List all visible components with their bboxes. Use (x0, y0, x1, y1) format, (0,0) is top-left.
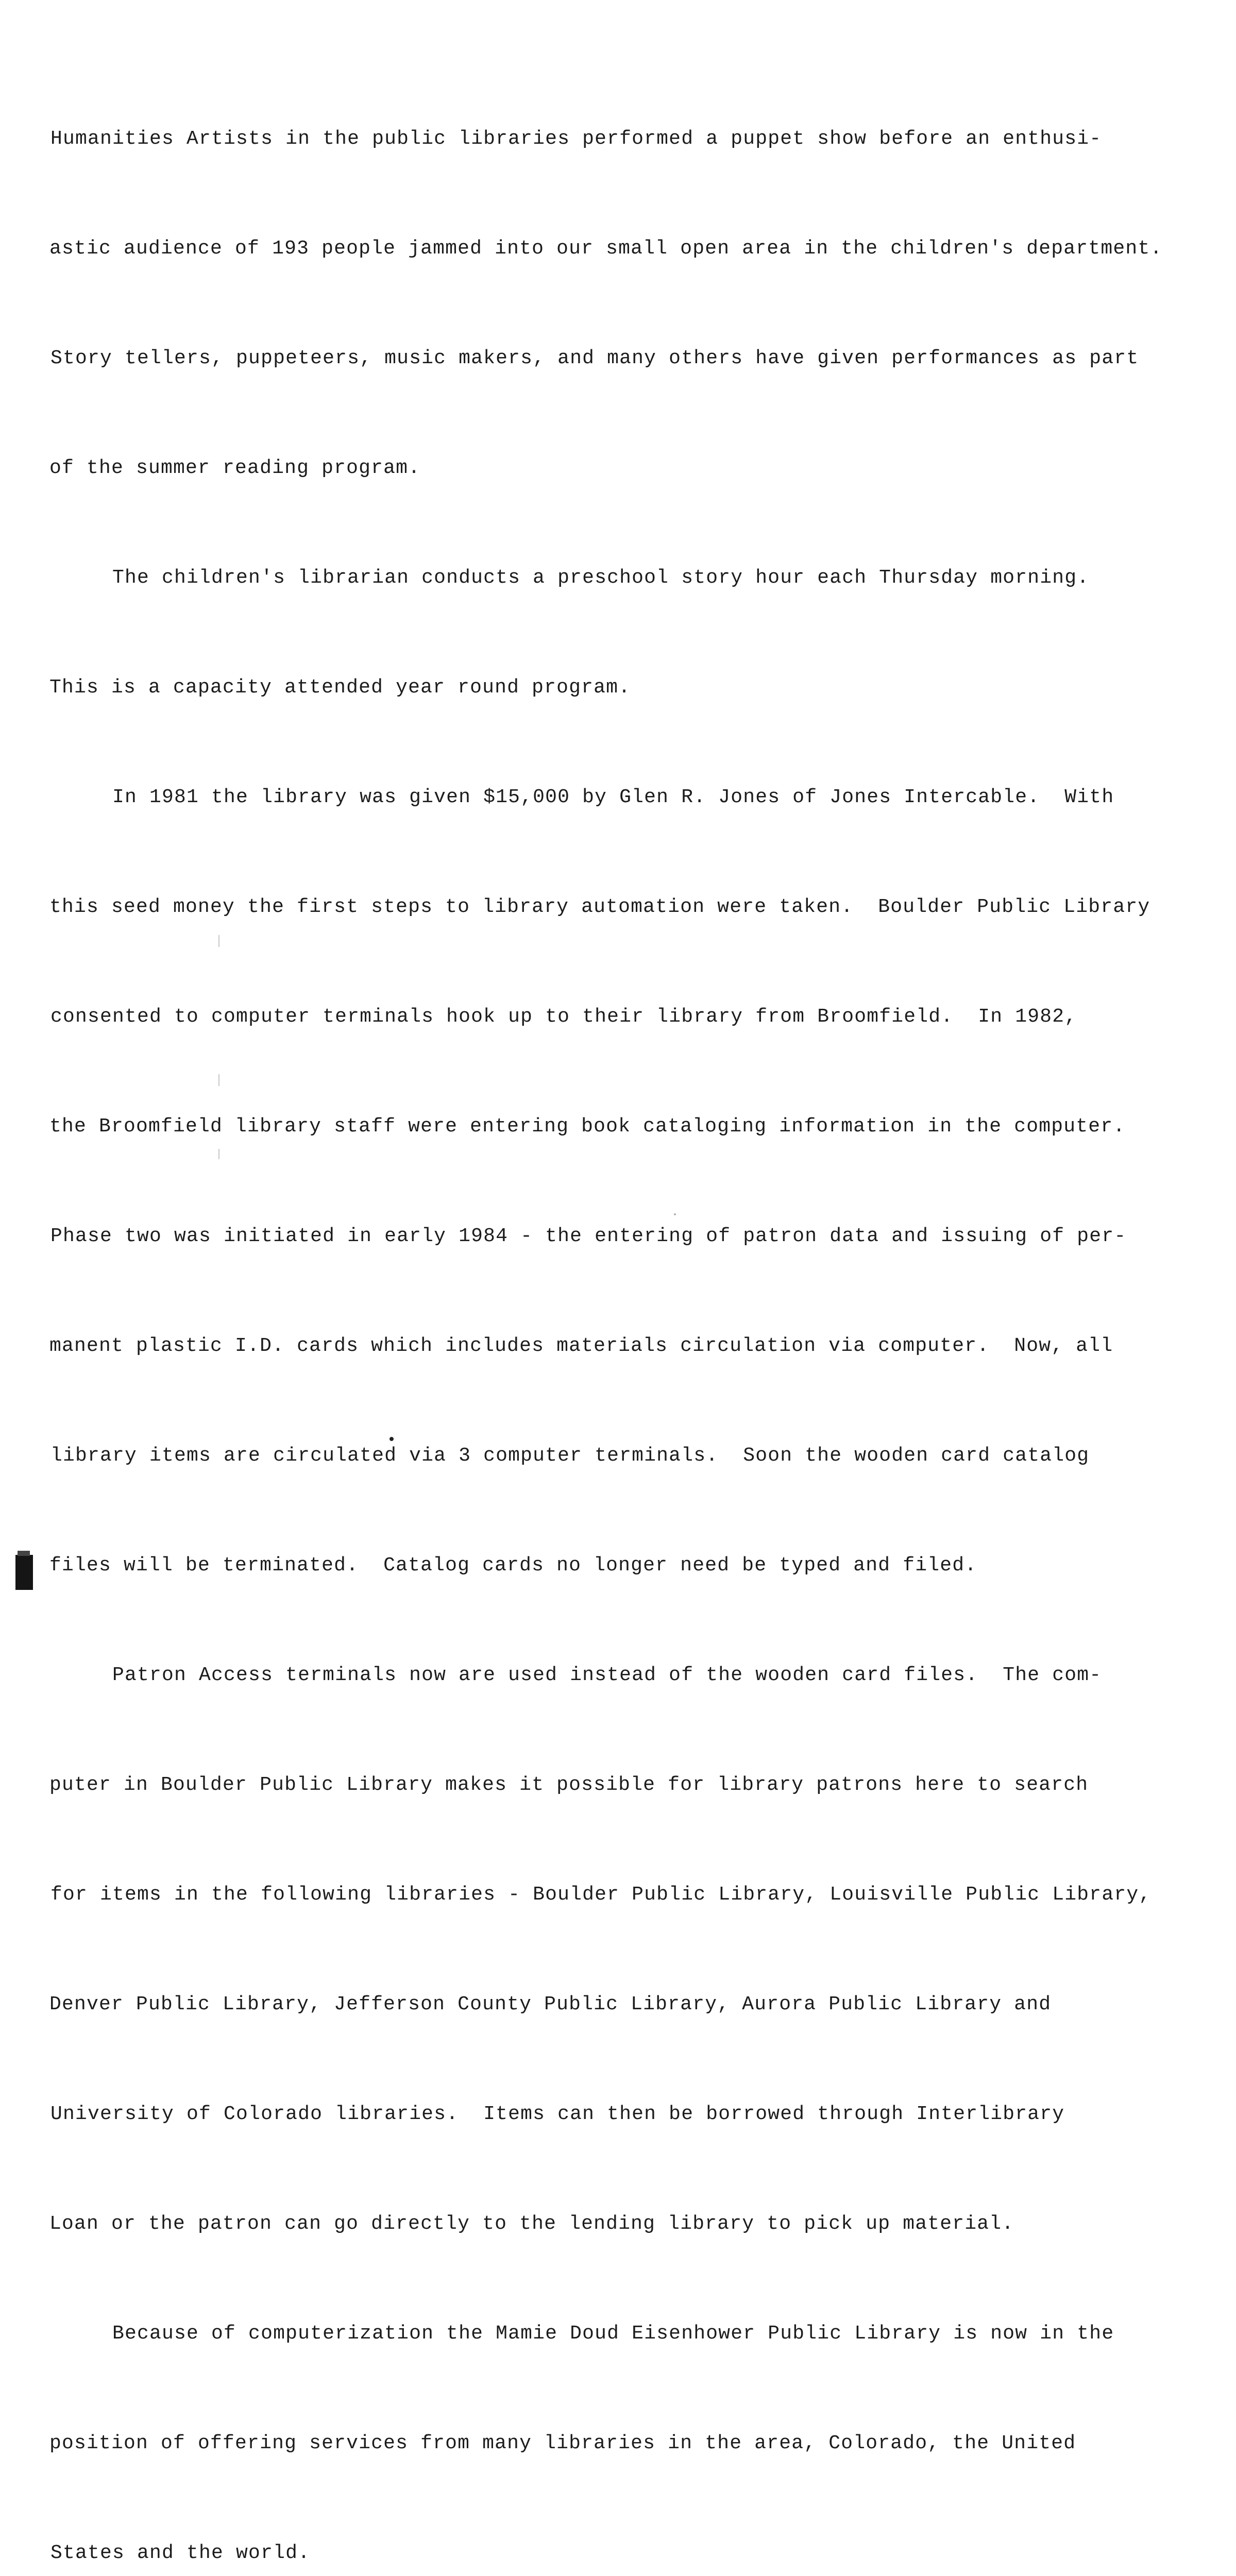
text-line: this seed money the first steps to library automation were taken. Boulder Public Library (49, 896, 1150, 918)
text-line: Phase two was initiated in early 1984 - the entering of patron data and issuing of per- (50, 1225, 1127, 1247)
text-line: Patron Access terminals now are used instead of the wooden card files. The com- (50, 1664, 1102, 1686)
text-line: position of offering services from many libraries in the area, Colorado, the United (49, 2432, 1076, 2454)
text-line: puter in Boulder Public Library makes it possible for library patrons here to search (49, 1774, 1089, 1796)
text-line: astic audience of 193 people jammed into our small open area in the children's department. (49, 238, 1163, 260)
typed-text-body (49, 47, 1209, 2576)
text-line: library items are circulated via 3 computer terminals. Soon the wooden card catalog (50, 1445, 1090, 1467)
text-line: The children's librarian conducts a preschool story hour each Thursday morning. (50, 567, 1090, 589)
text-line: the Broomfield library staff were entering book cataloging information in the computer. (49, 1115, 1126, 1138)
text-line: Because of computerization the Mamie Doud Eisenhower Public Library is now in the (50, 2323, 1114, 2345)
scanner-edge-smudge (18, 1551, 30, 1556)
text-line: This is a capacity attended year round program. (49, 676, 631, 699)
text-line: Story tellers, puppeteers, music makers, and many others have given performances as part (50, 347, 1139, 369)
text-line: of the summer reading program. (49, 457, 421, 479)
text-line: Denver Public Library, Jefferson County Public Library, Aurora Public Library and (49, 1993, 1052, 2015)
text-line: for items in the following libraries - Boulder Public Library, Louisville Public Library, (50, 1884, 1152, 1906)
text-line: In 1981 the library was given $15,000 by Glen R. Jones of Jones Intercable. With (50, 786, 1114, 808)
text-line: Loan or the patron can go directly to the lending library to pick up material. (49, 2213, 1014, 2235)
text-line: University of Colorado libraries. Items can then be borrowed through Interlibrary (50, 2103, 1065, 2125)
text-line: consented to computer terminals hook up to their library from Broomfield. In 1982, (50, 1006, 1077, 1028)
scanner-edge-smudge (15, 1555, 33, 1590)
text-line: manent plastic I.D. cards which includes materials circulation via computer. Now, all (49, 1335, 1113, 1357)
text-line: Humanities Artists in the public libraries performed a puppet show before an enthusi- (50, 128, 1102, 150)
text-line: files will be terminated. Catalog cards no longer need be typed and filed. (49, 1554, 977, 1577)
text-line: States and the world. (50, 2542, 311, 2564)
